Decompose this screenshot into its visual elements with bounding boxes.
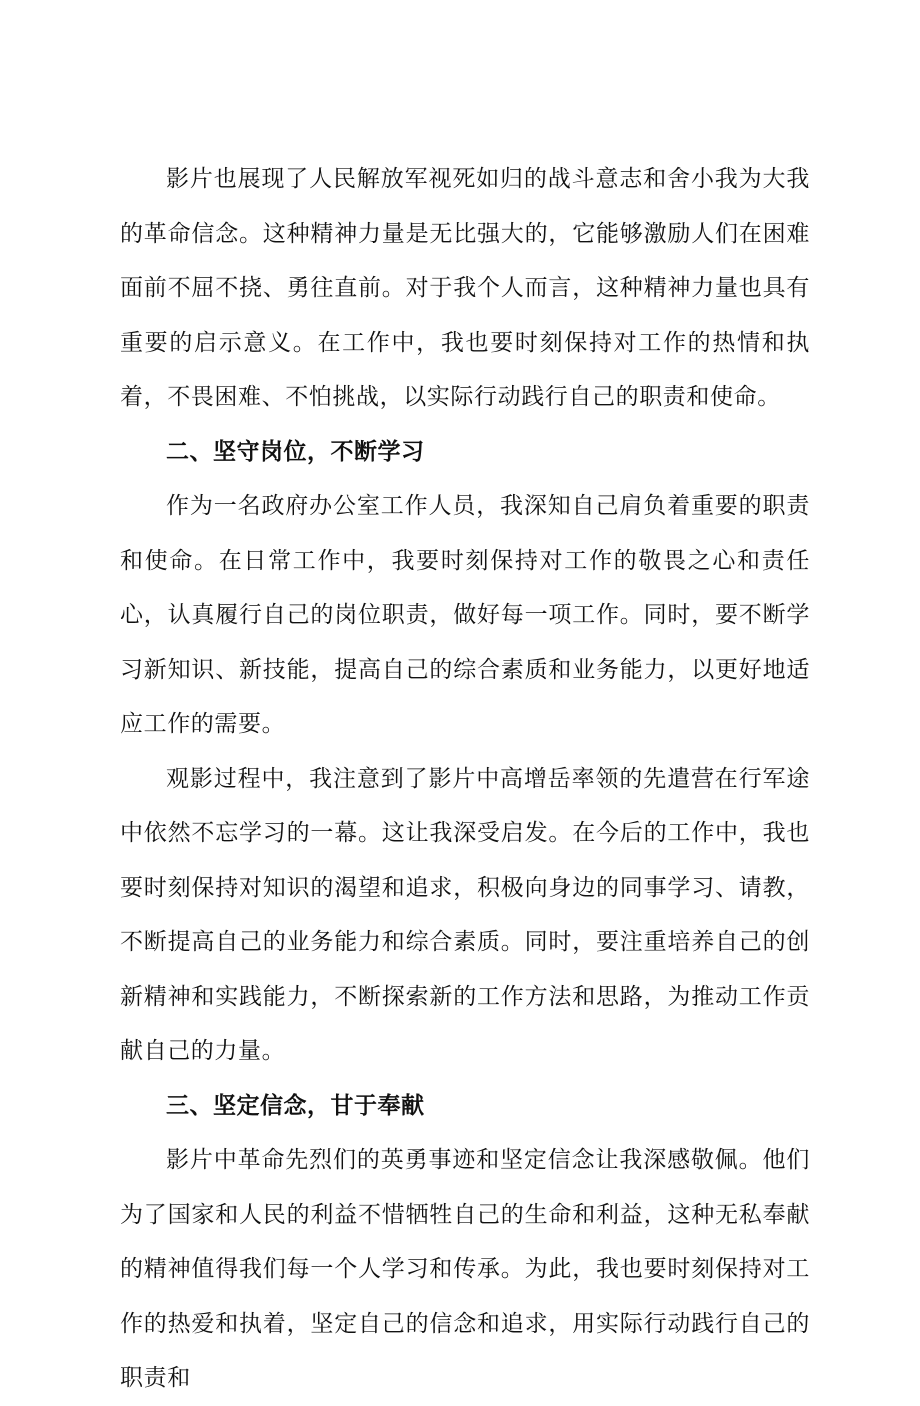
paragraph-responsibility: 作为一名政府办公室工作人员，我深知自己肩负着重要的职责和使命。在日常工作中，我要时刻保持对工作的敬畏之心和责任心，认真履行自己的岗位职责，做好每一项工作。同时，要不断学习新知识、新技能，提高自己的综合素质和业务能力，以更好地适应工作的需要。 (120, 493, 810, 737)
paragraph-learning: 观影过程中，我注意到了影片中高增岳率领的先遣营在行军途中依然不忘学习的一幕。这让我深受启发。在今后的工作中，我也要时刻保持对知识的渴望和追求，积极向身边的同事学习、请教，不断提高自己的业务能力和综合素质。同时，要注重培养自己的创新精神和实践能力，不断探索新的工作方法和思路，为推动工作贡献自己的力量。 (120, 765, 810, 1064)
document-body (120, 152, 810, 1406)
section-heading-three: 三、坚定信念，甘于奉献 (166, 1092, 425, 1119)
paragraph-spirit-of-pla: 影片也展现了人民解放军视死如归的战斗意志和舍小我为大我的革命信念。这种精神力量是无比强大的，它能够激励人们在困难面前不屈不挠、勇往直前。对于我个人而言，这种精神力量也具有重要的启示意义。在工作中，我也要时刻保持对工作的热情和执着，不畏困难、不怕挑战，以实际行动践行自己的职责和使命。 (120, 166, 810, 410)
section-heading-two: 二、坚守岗位，不断学习 (166, 438, 425, 465)
paragraph-dedication: 影片中革命先烈们的英勇事迹和坚定信念让我深感敬佩。他们为了国家和人民的利益不惜牺牲自己的生命和利益，这种无私奉献的精神值得我们每一个人学习和传承。为此，我也要时刻保持对工作的热爱和执着，坚定自己的信念和追求，用实际行动践行自己的职责和 (120, 1147, 810, 1391)
